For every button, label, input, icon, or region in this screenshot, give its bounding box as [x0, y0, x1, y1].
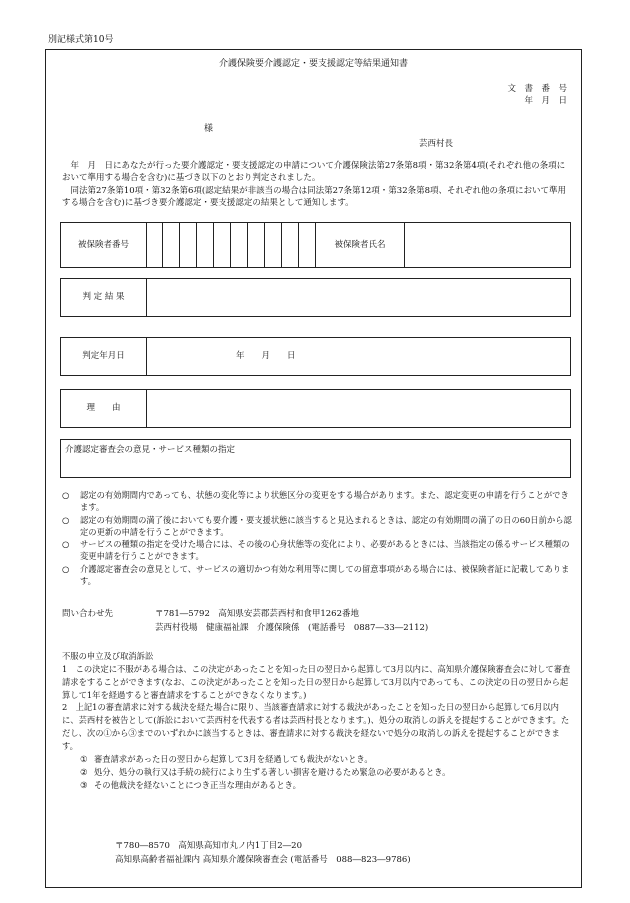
reason-label: 理 由	[61, 390, 147, 427]
contact-office: 芸西村役場 健康福祉課 介護保険係 (電話番号 0887―33―2112)	[155, 622, 429, 633]
notice-frame	[45, 49, 582, 888]
circle-bullet-icon: ○	[62, 514, 70, 525]
issuer: 芸西村長	[419, 139, 454, 149]
insured-number-label: 被保険者番号	[61, 223, 147, 267]
appeal-item: ③ その他裁決を経ないことにつき正当な理由があるとき。	[80, 779, 301, 790]
opinion-label: 介護認定審査会の意見・サービス種類の指定	[65, 445, 236, 455]
appeal-item: ② 処分、処分の執行又は手続の続行により生ずる著しい損害を避けるため緊急の必要があるとき。	[80, 766, 451, 777]
review-board-contact	[115, 840, 411, 867]
document-meta	[507, 83, 567, 108]
note-item: ○ サービスの種類の指定を受けた場合には、その後の心身状態等の変化により、必要があるときには、当該指定の係るサービス種類の変更申請を行うことができます。	[62, 539, 570, 562]
document-number: 文 書 番 号	[507, 84, 567, 94]
insured-number-cell	[282, 223, 299, 267]
insured-number-cell	[231, 223, 248, 267]
circle-bullet-icon: ○	[62, 539, 70, 550]
intro-paragraph-2: 同法第27条第10項・第32条第6項(認定結果が非該当の場合は同法第27条第12項・第32条第8項、それぞれ他の条項において準用する場合を含む)に基づき要介護認定・要支援認定の結果として通知します。	[62, 185, 567, 208]
insured-number-cells	[146, 223, 316, 267]
insured-number-cell	[163, 223, 180, 267]
result-label: 判 定 結 果	[61, 279, 147, 316]
appeal-paragraph-2: 2 上記1の審査請求に対する裁決を経た場合に限り、当該審査請求に対する裁決があったことを知った日の翌日から起算して6月以内に、芸西村を被告として(訴訟において芸西村を代表する者は芸西村長となります。)、処分の取消しの訴えを提起することができます。ただし、次の①から③までのいずれかに該当するときは、審査請求に対する裁決を経ないで処分の取消しの訴えを提起することができます。	[62, 702, 570, 752]
note-item: ○ 介護認定審査会の意見として、サービスの適切かつ有効な利用等に関しての留意事項がある場合には、被保険者証に記載してあります。	[62, 563, 570, 586]
insured-number-cell	[197, 223, 214, 267]
date-row	[60, 337, 571, 376]
insured-number-cell	[146, 223, 163, 267]
review-board-office: 高知県高齢者福祉課内 高知県介護保険審査会 (電話番号 088―823―9786)	[115, 854, 411, 865]
appeal-heading: 不服の申立及び取消訴訟	[62, 651, 154, 661]
reason-row	[60, 389, 571, 428]
intro-paragraph-1: 年 月 日にあなたが行った要介護認定・要支援認定の申請について介護保険法第27条第8項・第32条第4項(それぞれ他の条項において準用する場合を含む)に基づき以下のとおり判定されました。	[62, 161, 566, 184]
insured-number-cell	[214, 223, 231, 267]
insured-number-cell	[180, 223, 197, 267]
notes-list	[60, 489, 572, 587]
note-item: ○ 認定の有効期間内であっても、状態の変化等により状態区分の変更をする場合があります。また、認定変更の申請を行うことができます。	[62, 490, 569, 513]
form-number: 別記様式第10号	[48, 35, 114, 45]
insured-number-cell	[248, 223, 265, 267]
date-value: 年 月 日	[236, 351, 296, 362]
insured-name-label: 被保険者氏名	[316, 223, 405, 267]
contact-lines	[155, 608, 428, 635]
insured-row	[60, 222, 571, 268]
note-item: ○ 認定の有効期間の満了後においても要介護・要支援状態に該当すると見込まれるときは、認定の有効期間の満了の日の60日前から認定の更新の申請を行うことができます。	[62, 514, 572, 537]
addressee: 様	[204, 124, 214, 134]
insured-number-cell	[265, 223, 282, 267]
review-board-address: 〒780―8570 高知県高知市丸ノ内1丁目2―20	[115, 841, 302, 851]
opinion-row	[60, 439, 571, 478]
date-label: 判定年月日	[61, 338, 147, 375]
appeal-paragraph-1: 1 この決定に不服がある場合は、この決定があったことを知った日の翌日から起算して3月以内に、高知県介護保険審査会に対して審査請求をすることができます(なお、この決定があったことを知った日の翌日から起算して3月以内であっても、この決定の日の翌日から起算して1年を経過すると審査請求をすることができなくなります。)	[62, 663, 571, 700]
appeal-section	[62, 650, 573, 791]
contact-label: 問い合わせ先	[62, 609, 114, 619]
appeal-item: ① 審査請求があった日の翌日から起算して3月を経過しても裁決がないとき。	[80, 753, 373, 764]
contact-address: 〒781―5792 高知県安芸郡芸西村和食甲1262番地	[155, 609, 359, 619]
document-date: 年 月 日	[524, 96, 567, 107]
insured-number-cell	[299, 223, 316, 267]
result-row	[60, 278, 571, 317]
circle-bullet-icon: ○	[62, 490, 70, 500]
circle-bullet-icon: ○	[62, 563, 70, 574]
intro-text	[62, 160, 570, 209]
document-title: 介護保険要介護認定・要支援認定等結果通知書	[218, 59, 408, 69]
